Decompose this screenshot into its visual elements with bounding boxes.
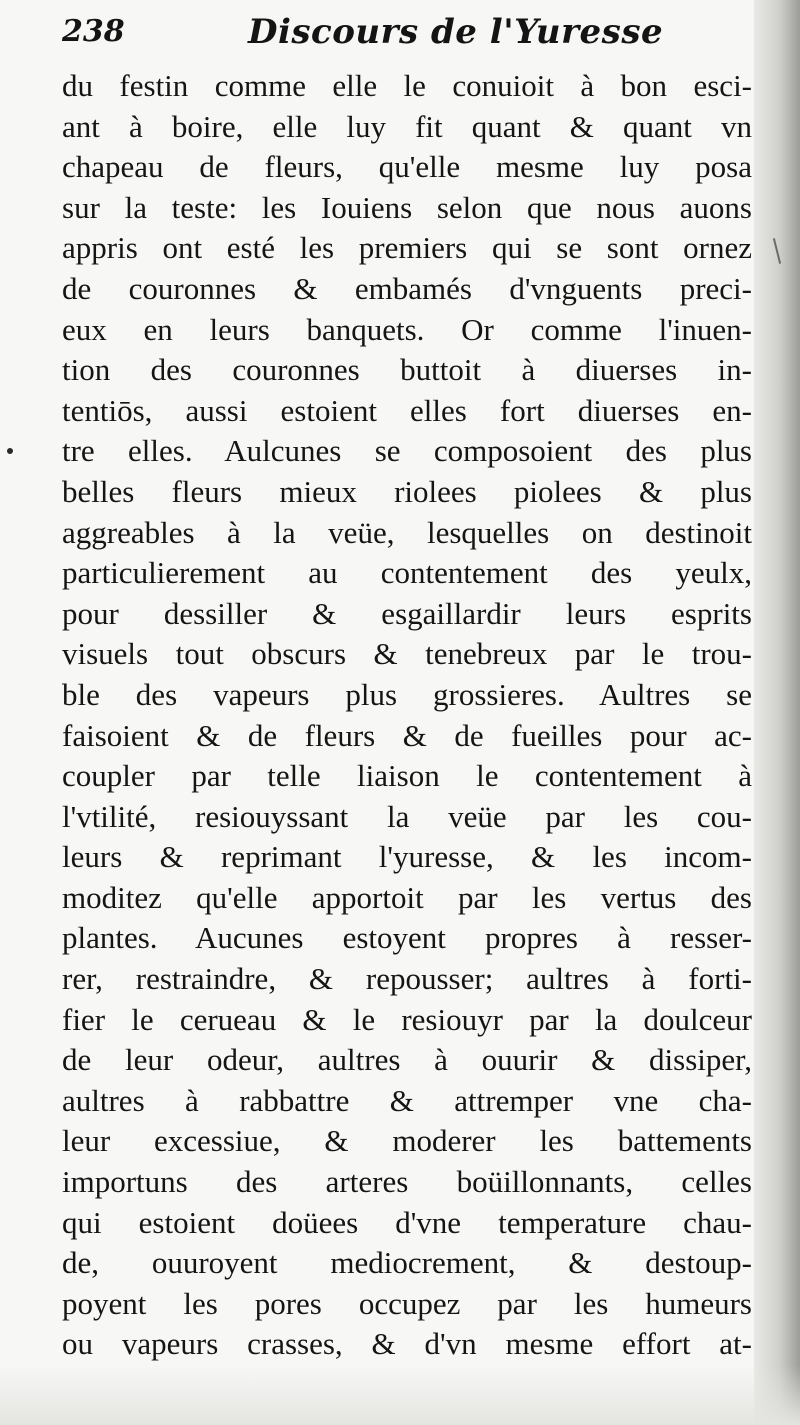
text-line: coupler par telle liaison le contentement à — [62, 758, 752, 794]
text-line: moditez qu'elle apportoit par les vertus des — [62, 879, 752, 915]
text-line: chapeau de fleurs, qu'elle mesme luy posa — [62, 149, 752, 185]
text-line: tion des couronnes buttoit à diuerses in- — [62, 352, 752, 388]
text-line: ant à boire, elle luy fit quant & quant vn — [62, 108, 752, 144]
text-line: rer, restraindre, & repousser; aultres à forti- — [62, 961, 752, 997]
text-line: de, ouuroyent mediocrement, & destoup- — [62, 1245, 752, 1281]
text-line: tre elles. Aulcunes se composoient des plus — [62, 433, 752, 469]
text-line: particulierement au contentement des yeulx, — [62, 555, 752, 591]
text-line: eux en leurs banquets. Or comme l'inuen- — [62, 311, 752, 347]
text-line: aggreables à la veüe, lesquelles on destinoit — [62, 514, 752, 550]
text-line: belles fleurs mieux riolees piolees & plus — [62, 473, 752, 509]
text-line: pour dessiller & esgaillardir leurs esprits — [62, 595, 752, 631]
text-line: leur excessiue, & moderer les battements — [62, 1123, 752, 1159]
text-line: importuns des arteres boüillonnants, celles — [62, 1164, 752, 1200]
text-line: visuels tout obscurs & tenebreux par le trou- — [62, 636, 752, 672]
text-line: de leur odeur, aultres à ouurir & dissiper, — [62, 1042, 752, 1078]
page-number: 238 — [62, 14, 125, 49]
text-line: ble des vapeurs plus grossieres. Aultres se — [62, 676, 752, 712]
margin-ink-dot — [7, 448, 13, 454]
running-title: Discours de l'Yuresse — [248, 12, 664, 52]
text-line: faisoient & de fleurs & de fueilles pour ac- — [62, 717, 752, 753]
text-line: fier le cerueau & le resiouyr par la doulceur — [62, 1001, 752, 1037]
text-line: de couronnes & embamés d'vnguents preci- — [62, 270, 752, 306]
page-gutter-shadow — [754, 0, 800, 1425]
text-line: sur la teste: les Iouiens selon que nous auons — [62, 189, 752, 225]
page-header — [62, 12, 702, 58]
text-line: aultres à rabbattre & attremper vne cha- — [62, 1082, 752, 1118]
text-line: qui estoient doüees d'vne temperature chau- — [62, 1204, 752, 1240]
text-line: leurs & reprimant l'yuresse, & les incom- — [62, 839, 752, 875]
text-line: plantes. Aucunes estoyent propres à resser- — [62, 920, 752, 956]
text-line: du festin comme elle le conuioit à bon esci- — [62, 68, 752, 103]
text-line: appris ont esté les premiers qui se sont ornez — [62, 230, 752, 266]
text-line: poyent les pores occupez par les humeurs — [62, 1285, 752, 1321]
text-line: tentiōs, aussi estoient elles fort diuerses en- — [62, 392, 752, 428]
text-line: l'vtilité, resiouyssant la veüe par les cou- — [62, 798, 752, 834]
page-bottom-shadow — [0, 1365, 800, 1425]
body-text — [62, 66, 752, 1365]
text-line: ou vapeurs crasses, & d'vn mesme effort at- — [62, 1326, 752, 1362]
